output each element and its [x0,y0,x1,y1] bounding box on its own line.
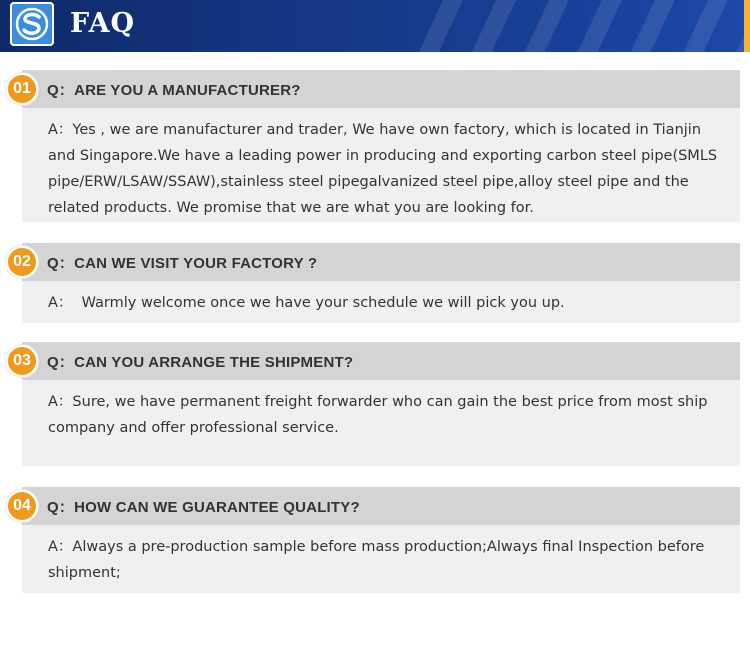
number-badge: 04 [6,490,38,522]
question-bar [13,487,740,525]
question-text: Q：ARE YOU A MANUFACTURER? [47,81,301,99]
faq-item-1 [13,70,740,222]
page-title: FAQ [70,8,136,39]
answer-text: A： Warmly welcome once we have your schedule we will pick you up. [22,281,740,323]
company-logo-icon [10,2,54,46]
question-text: Q：HOW CAN WE GUARANTEE QUALITY? [47,498,360,516]
answer-text: A：Sure, we have permanent freight forwarder who can gain the best price from most ship company and offer professional service. [22,380,740,466]
question-text: Q：CAN WE VISIT YOUR FACTORY ? [47,254,318,272]
number-badge: 02 [6,246,38,278]
number-badge: 01 [6,73,38,105]
header-stripes [410,0,750,52]
answer-text: A：Yes , we are manufacturer and trader, We have own factory, which is located in Tianjin and Singapore.We have a leading power in producing and exporting carbon steel pipe(SMLS pipe/ERW/LSAW/SSAW),stainless steel pipegalvanized steel pipe,alloy steel pipe and the related products. We promise that we are what you are looking for. [22,108,740,222]
faq-item-4 [13,487,740,593]
header-accent-bar [744,0,750,52]
question-bar [13,342,740,380]
question-bar [13,243,740,281]
faq-item-2 [13,243,740,323]
faq-item-3 [13,342,740,466]
answer-text: A：Always a pre-production sample before mass production;Always final Inspection before shipment; [22,525,740,593]
faq-header [0,0,750,52]
number-badge: 03 [6,345,38,377]
question-bar [13,70,740,108]
question-text: Q：CAN YOU ARRANGE THE SHIPMENT? [47,353,354,371]
